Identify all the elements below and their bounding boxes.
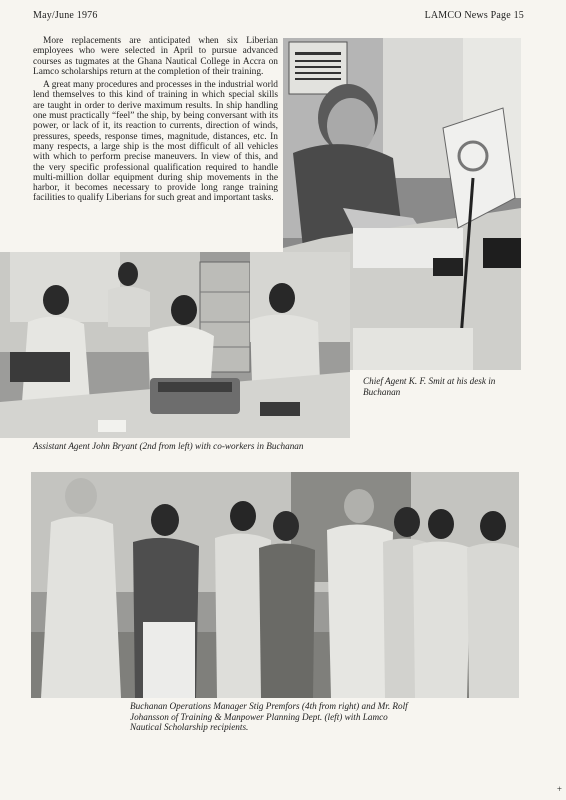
publication-page-label: LAMCO News Page 15 [424, 10, 524, 21]
caption-chief-agent: Chief Agent K. F. Smit at his desk in Buchanan [363, 376, 496, 397]
photo-assistant-agent-co-workers [0, 252, 350, 438]
caption-group-photo: Buchanan Operations Manager Stig Premfors (4th from right) and Mr. Rolf Johansson of Training & Manpower Planning Dept. (left) with Lamco Nautical Scholarship recipients. [130, 701, 408, 732]
article-paragraph: More replacements are anticipated when six Liberian employees who were selected in April to pursue advanced courses as tugmates at the Ghana Nautical College in Accra on Lamco scholarships return at the completion of their training. [33, 36, 278, 77]
article-paragraph: A great many procedures and processes in the industrial world lend themselves to this kind of training in which special skills are taught in order to derive maximum results. In ship handling one must practically “feel” the ship, by being conversant with its power, or lack of it, its reaction to currents, direction of winds, pressures, speeds, response times, magnitude, distances, etc. In many respects, a large ship is the most difficult of all vehicles with which to perform precise maneuvers. In view of this, and the very specific professional qualification required to handle multi-million dollar equipment during ship movements in the harbor, it becomes necessary to provide long range training facilities to qualify Liberians for such great and important tasks. [33, 80, 278, 204]
caption-assistant-agent: Assistant Agent John Bryant (2nd from left) with co-workers in Buchanan [33, 441, 304, 451]
registration-mark: + [556, 784, 562, 794]
article-body [33, 36, 278, 204]
issue-date: May/June 1976 [33, 10, 98, 21]
photo-scholarship-recipients-group [31, 472, 519, 698]
